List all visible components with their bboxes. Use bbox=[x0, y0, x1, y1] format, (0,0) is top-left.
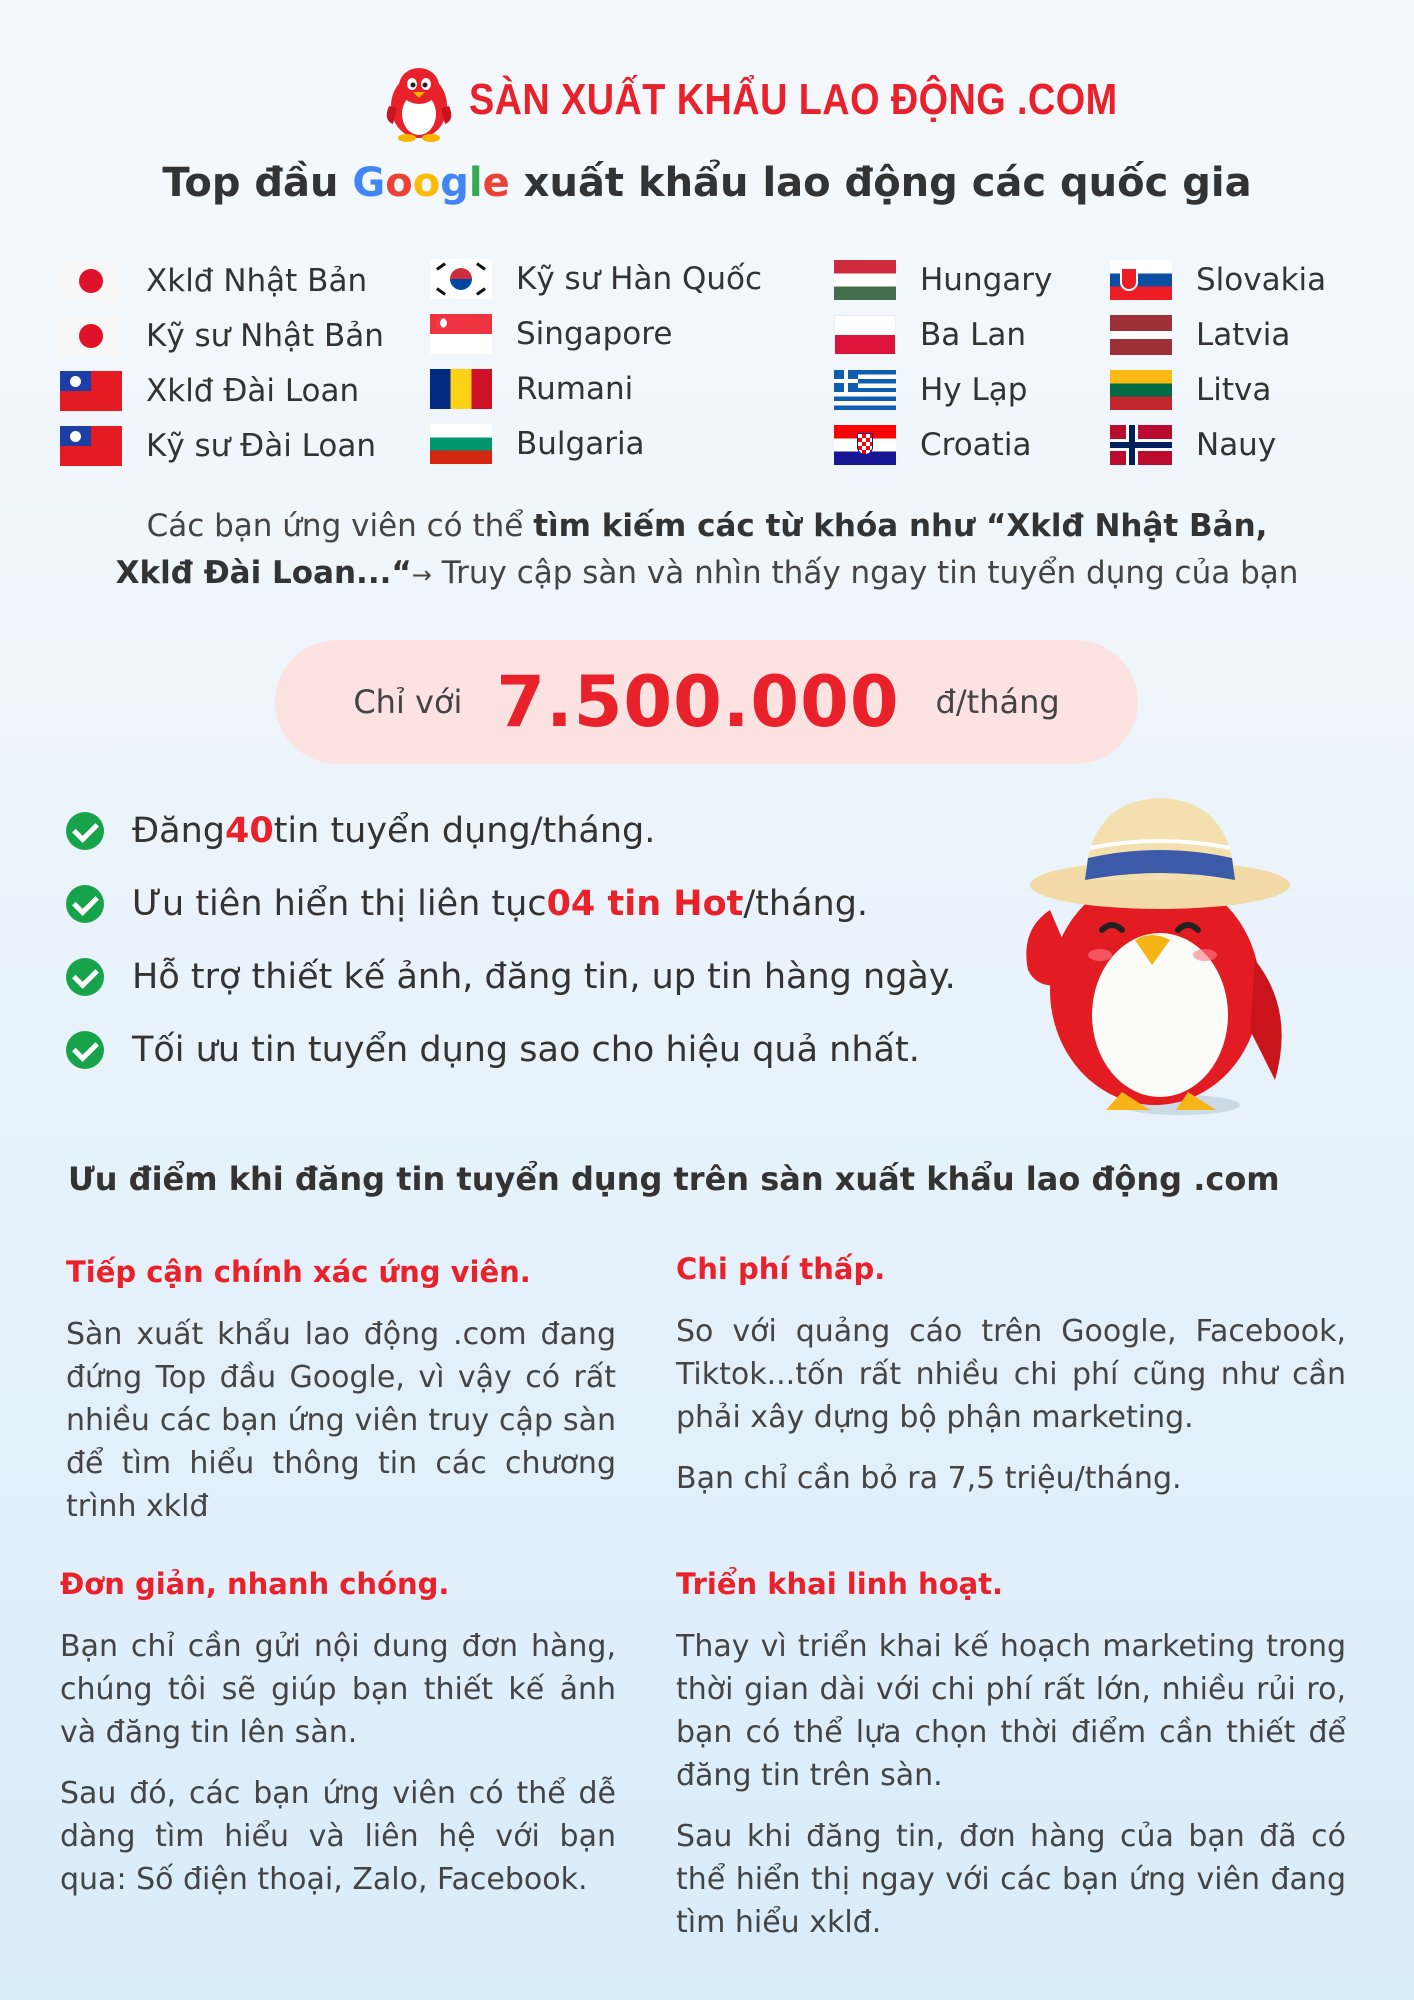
korea-flag-icon bbox=[430, 259, 492, 299]
latvia-flag-icon bbox=[1110, 315, 1172, 355]
headline-prefix: Top đầu bbox=[162, 160, 353, 206]
site-logo[interactable] bbox=[385, 58, 1223, 142]
country-item[interactable]: Latvia bbox=[1110, 312, 1326, 358]
check-icon bbox=[66, 1031, 104, 1069]
penguin-mascot-icon bbox=[1010, 780, 1310, 1120]
country-column-4 bbox=[1110, 257, 1326, 468]
country-item[interactable]: Kỹ sư Đài Loan bbox=[60, 423, 384, 469]
penguin-logo-icon bbox=[385, 58, 453, 142]
hungary-flag-icon bbox=[834, 260, 896, 300]
advantage-body: Thay vì triển khai kế hoạch marketing trong thời gian dài với chi phí rất lớn, nhiều rủi ro, bạn có thể lựa chọn thời điểm cần thiết để đăng tin trên sàn. Sau khi đăng tin, đơn hàng của bạn đã có thể hiển thị ngay với các bạn ứng viên đang tìm hiểu xklđ. bbox=[676, 1629, 1346, 1940]
price-value: 7.500.000 bbox=[496, 661, 900, 743]
slovakia-flag-icon bbox=[1110, 260, 1172, 300]
page-headline bbox=[0, 160, 1414, 206]
advantage-body: So với quảng cáo trên Google, Facebook, Tiktok...tốn rất nhiều chi phí cũng như cần phải xây dựng bộ phận marketing. Bạn chỉ cần bỏ ra 7,5 triệu/tháng. bbox=[676, 1314, 1346, 1496]
price-prefix: Chỉ với bbox=[353, 683, 463, 721]
feature-item: Tối ưu tin tuyển dụng sao cho hiệu quả nhất. bbox=[66, 1025, 956, 1075]
country-item[interactable]: Bulgaria bbox=[430, 421, 762, 467]
romania-flag-icon bbox=[430, 369, 492, 409]
country-item[interactable]: Litva bbox=[1110, 367, 1326, 413]
country-item[interactable]: Xklđ Đài Loan bbox=[60, 368, 384, 414]
advantage-card bbox=[60, 1567, 616, 1901]
lithuania-flag-icon bbox=[1110, 370, 1172, 410]
price-unit: đ/tháng bbox=[935, 683, 1060, 721]
advantage-card bbox=[676, 1252, 1346, 1500]
bulgaria-flag-icon bbox=[430, 424, 492, 464]
advantage-body: Sàn xuất khẩu lao động .com đang đứng Top đầu Google, vì vậy có rất nhiều các bạn ứng viên truy cập sàn để tìm hiểu thông tin các chương trình xklđ bbox=[66, 1317, 616, 1524]
feature-item: Ưu tiên hiển thị liên tục 04 tin Hot /tháng. bbox=[66, 879, 956, 929]
advantage-heading: Triển khai linh hoạt. bbox=[676, 1567, 1004, 1601]
poland-flag-icon bbox=[834, 315, 896, 355]
country-column-2 bbox=[430, 256, 762, 467]
advantage-card bbox=[676, 1567, 1346, 1944]
country-item[interactable]: Hungary bbox=[834, 257, 1052, 303]
advantage-heading: Tiếp cận chính xác ứng viên. bbox=[66, 1255, 531, 1289]
advantage-heading: Chi phí thấp. bbox=[676, 1252, 886, 1286]
check-icon bbox=[66, 885, 104, 923]
taiwan-flag-icon bbox=[60, 426, 122, 466]
intro-text: Các bạn ứng viên có thể tìm kiếm các từ khóa như “Xklđ Nhật Bản, Xklđ Đài Loan...“→ Truy cập sàn và nhìn thấy ngay tin tuyển dụng của bạn bbox=[115, 508, 1299, 591]
feature-item: Hỗ trợ thiết kế ảnh, đăng tin, up tin hàng ngày. bbox=[66, 952, 956, 1002]
country-column-1 bbox=[60, 258, 384, 469]
advantage-body: Bạn chỉ cần gửi nội dung đơn hàng, chúng tôi sẽ giúp bạn thiết kế ảnh và đăng tin lên sàn. Sau đó, các bạn ứng viên có thể dễ dàng tìm hiểu và liên hệ với bạn qua: Số điện thoại, Zalo, Facebook. bbox=[60, 1629, 616, 1897]
country-column-3 bbox=[834, 257, 1052, 468]
norway-flag-icon bbox=[1110, 425, 1172, 465]
country-item[interactable]: Slovakia bbox=[1110, 257, 1326, 303]
country-item[interactable]: Kỹ sư Nhật Bản bbox=[60, 313, 384, 359]
country-item[interactable]: Hy Lạp bbox=[834, 367, 1052, 413]
country-item[interactable]: Croatia bbox=[834, 422, 1052, 468]
country-item[interactable]: Rumani bbox=[430, 366, 762, 412]
japan-flag-icon bbox=[60, 316, 122, 356]
country-item[interactable]: Nauy bbox=[1110, 422, 1326, 468]
check-icon bbox=[66, 958, 104, 996]
advantage-heading: Đơn giản, nhanh chóng. bbox=[60, 1567, 450, 1601]
arrow-icon: → bbox=[411, 561, 432, 589]
advantage-card bbox=[66, 1255, 616, 1528]
check-icon bbox=[66, 812, 104, 850]
feature-list bbox=[66, 806, 956, 1075]
advantages-title: Ưu điểm khi đăng tin tuyển dụng trên sàn xuất khẩu lao động .com bbox=[68, 1160, 1280, 1198]
country-item[interactable]: Xklđ Nhật Bản bbox=[60, 258, 384, 304]
feature-item: Đăng 40 tin tuyển dụng/tháng. bbox=[66, 806, 956, 856]
headline-suffix: xuất khẩu lao động các quốc gia bbox=[509, 160, 1252, 206]
country-item[interactable]: Singapore bbox=[430, 311, 762, 357]
price-banner bbox=[275, 640, 1138, 764]
country-item[interactable]: Kỹ sư Hàn Quốc bbox=[430, 256, 762, 302]
country-item[interactable]: Ba Lan bbox=[834, 312, 1052, 358]
taiwan-flag-icon bbox=[60, 371, 122, 411]
google-wordmark: Google bbox=[352, 160, 510, 206]
croatia-flag-icon bbox=[834, 425, 896, 465]
greece-flag-icon bbox=[834, 370, 896, 410]
japan-flag-icon bbox=[60, 261, 122, 301]
logo-text: SÀN XUẤT KHẨU LAO ĐỘNG .COM bbox=[469, 75, 1118, 124]
singapore-flag-icon bbox=[430, 314, 492, 354]
